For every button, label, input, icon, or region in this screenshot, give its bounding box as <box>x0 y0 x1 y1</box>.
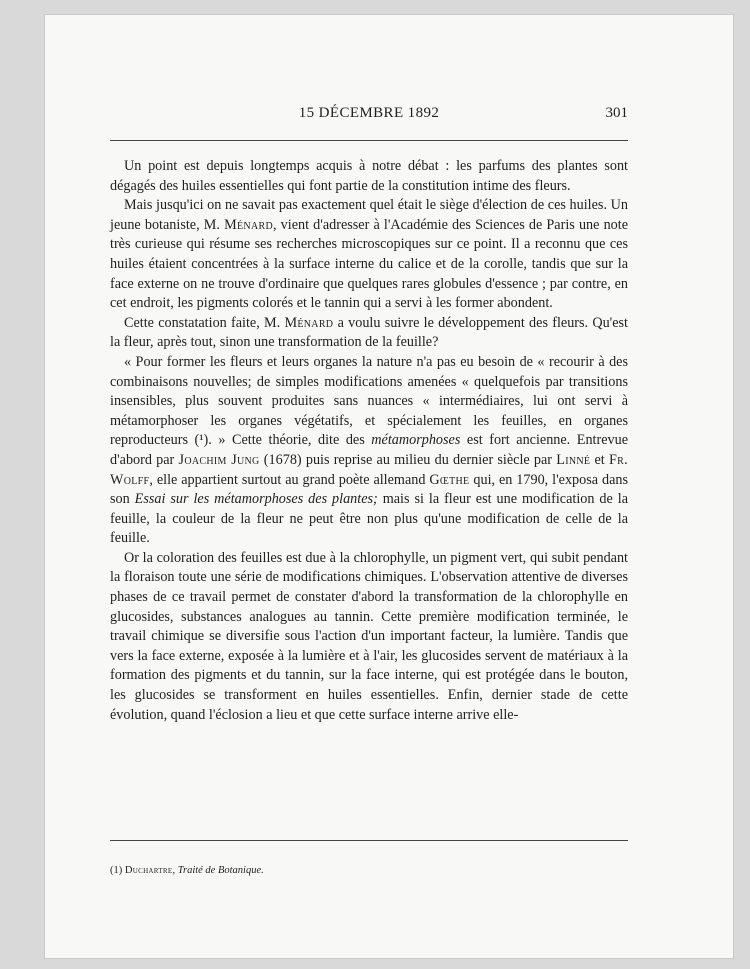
text-segment: , vient d'adresser à l'Académie des Sciences de Paris une note très curieuse qui résume ses recherches microscopiques sur ce point. Il a reconnu que ces huiles étaient concentrées à la surface interne du calice et de la corolle, tandis que sur la face externe on ne trouve d'ordinaire que quelques rares globules d'essence ; par contre, en cet endroit, les pigments colorés et le tannin qui a servi à les former abondent. <box>110 216 629 312</box>
proper-name: Ménard <box>224 216 273 233</box>
footnote-separator: , <box>172 865 178 876</box>
text-segment: Cette constatation faite, M. <box>124 314 285 331</box>
text-segment: , elle appartient surtout au grand poète allemand <box>149 471 430 488</box>
page-number: 301 <box>605 105 628 121</box>
header-date: 15 DÉCEMBRE 1892 <box>298 105 440 121</box>
text-segment: Un point est depuis longtemps acquis à notre débat : les parfums des plantes sont dégagés des huiles essentielles qui font partie de la constitution intime des fleurs. <box>110 158 628 194</box>
footnote-title: Traité de Botanique. <box>177 865 264 876</box>
paragraph <box>110 314 628 353</box>
header-rule <box>110 140 628 141</box>
proper-name: Ménard <box>284 314 334 331</box>
proper-name: Fr. Wolff <box>110 451 628 488</box>
paragraph <box>110 157 628 196</box>
text-segment: mais si la fleur est une modification de la feuille, la couleur de la fleur ne peut être non plus qu'une modification de celle de la feuille. <box>110 491 628 547</box>
footnote-marker: (1) <box>110 865 125 876</box>
text-segment: qui, en 1790, l'exposa dans son <box>110 471 628 508</box>
running-header <box>110 105 628 123</box>
footnote-author: Duchartre <box>124 865 173 876</box>
proper-name: Linné <box>556 451 591 468</box>
italic-text: métamorphoses <box>371 432 461 449</box>
text-segment: Mais jusqu'ici on ne savait pas exactement quel était le siège d'élection de ces huiles. Un jeune botaniste, M. <box>110 197 628 233</box>
text-segment: « Pour former les fleurs et leurs organes la nature n'a pas eu besoin de « recourir à des combinaisons nouvelles; de simples modifications amenées « quelquefois par transitions insensibles, plus souvent produites sans nuances « intermédiaires, lui ont servi à métamorphoser les organes végétatifs, et spécialement les feuilles, en organes reproducteurs (¹). » Cette théorie, dite des <box>110 353 628 449</box>
paragraph <box>110 196 628 314</box>
text-segment: est fort ancienne. Entrevue d'abord par <box>110 432 628 468</box>
text-segment: a voulu suivre le développement des fleurs. Qu'est la fleur, après tout, sinon une transformation de la feuille? <box>110 314 628 351</box>
footnote-rule <box>110 840 628 841</box>
page-content <box>110 14 628 959</box>
paragraph <box>110 549 628 725</box>
body-text <box>110 157 628 725</box>
proper-name: Joachim Jung <box>178 451 260 468</box>
paragraph <box>110 353 628 549</box>
text-segment: et <box>590 451 609 468</box>
italic-text: Essai sur les métamorphoses des plantes; <box>134 491 378 508</box>
proper-name: Gœthe <box>429 471 470 488</box>
text-segment: Or la coloration des feuilles est due à la chlorophylle, un pigment vert, qui subit pendant la floraison toute une série de modifications chimiques. L'observation attentive de diverses phases de ce travail permet de constater d'abord la transformation de la chlorophylle en glucosides, substances analogues au tannin. Cette première modification terminée, le travail chimique se diversifie sous l'action d'un important facteur, la lumière. Tandis que vers la face externe, exposée à la lumière et à l'air, les glucosides servent de matériaux à la formation des pigments et du tannin, sur la face interne, qui est protégée dans le bouton, les glucosides se transforment en huiles essentielles. Enfin, dernier stade de cette évolution, quand l'éclosion a lieu et que cette surface interne arrive elle- <box>110 549 628 723</box>
footnote <box>110 864 628 878</box>
text-segment: (1678) puis reprise au milieu du dernier siècle par <box>259 451 557 468</box>
book-page <box>44 14 734 959</box>
